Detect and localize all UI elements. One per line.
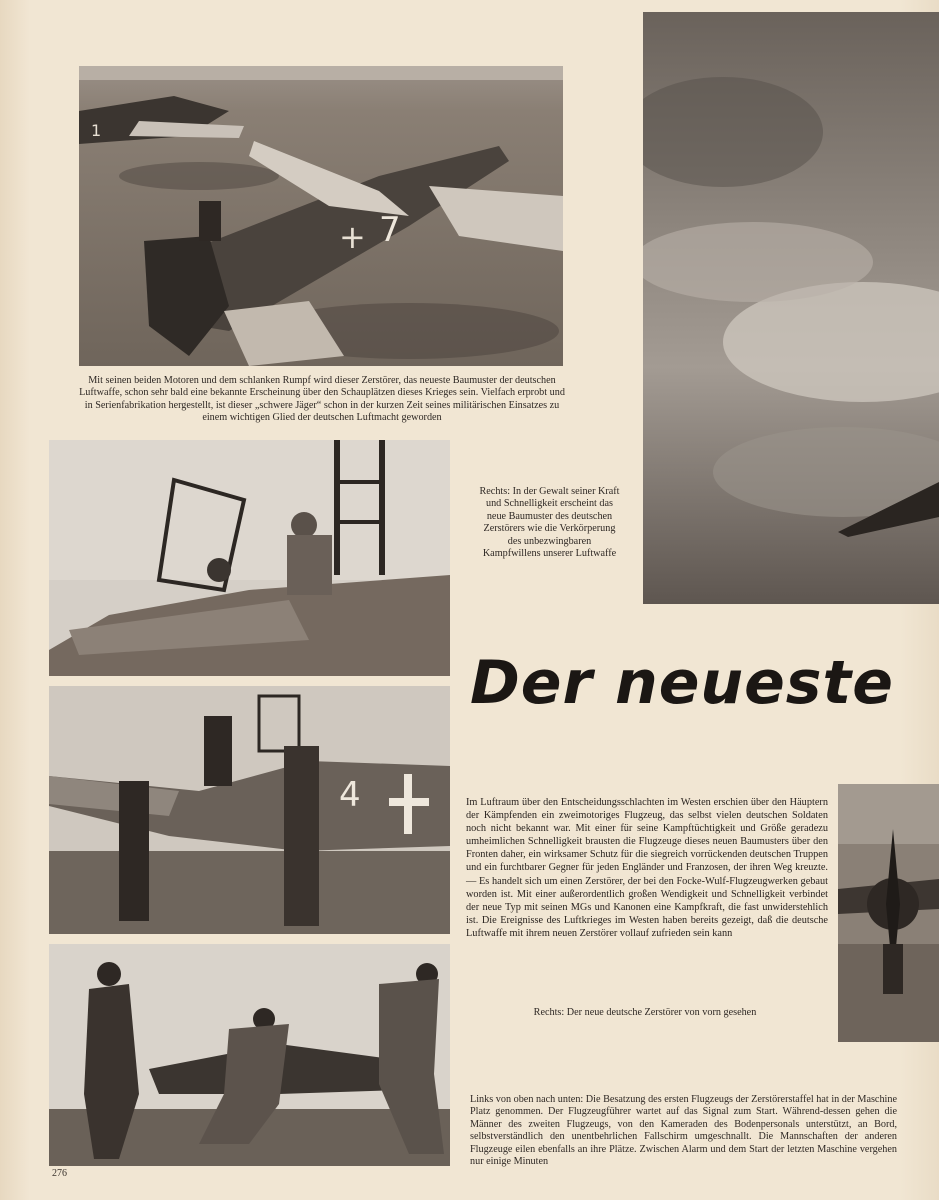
photo-cockpit-crew xyxy=(49,440,450,676)
photo-aircraft-front-view xyxy=(838,784,939,1042)
article-body: Im Luftraum über den Entscheidungsschlachten im Westen erschien über den Häuptern der Kämpfenden ein zweimotoriges Flugzeug, das selbst vielen deutschen Soldaten noch nicht bekannt war. Mit einer für seine Kampftüchtigkeit und Größe geradezu umheimlichen Schnelligkeit brausten die Flugzeuge dieses neuen Baumusters über den Fronten daher, ein wirksamer Schutz für die siegreich vorrückenden deutschen Truppen und ein furchtbarer Gegner für jeden Engländer und Franzosen, der ihren Weg kreuzte. — Es handelt sich um einen Zerstörer, der bei den Focke-Wulf-Flugzeugwerken gebaut worden ist. Mit einer außerordentlich großen Wendigkeit und Schnelligkeit verbindet der neue Typ mit seinen MGs und Kanonen eine Kampfkraft, die fast unwiderstehlich ist. Die Ereignisse des Luftkrieges im Westen haben bereits gezeigt, daß die deutsche Luftwaffe mit ihrem neuen Zerstörer vollauf zufrieden sein kann xyxy=(466,797,828,939)
caption-top: Mit seinen beiden Motoren und dem schlanken Rumpf wird dieser Zerstörer, das neueste Baumuster der deutschen Luftwaffe, schon sehr bald eine bekannte Erscheinung über den Schauplätzen dieses Krieges sein. Vielfach erprobt und in Serienfabrikation hergestellt, ist dieser „schwere Jäger“ schon in der kurzen Zeit seines militärischen Einsatzes zu einem wichtigen Glied der deutschen Luftmacht geworden xyxy=(79,375,565,424)
photo-aircraft-on-field xyxy=(79,66,563,366)
photo-aircraft-in-sky xyxy=(643,12,939,604)
photo-crew-boarding xyxy=(49,686,450,934)
small-plane-number: 1 xyxy=(91,121,102,140)
page-number: 276 xyxy=(52,1168,67,1179)
headline: Der neueste xyxy=(470,648,894,718)
svg-text:+: + xyxy=(339,218,366,256)
caption-left-sequence: Links von oben nach unten: Die Besatzung des ersten Flugzeugs der Zerstörerstaffel hat in der Maschine Platz genommen. Der Flugzeugführer wartet auf das Signal zum Start. Während-dessen gehen die Männer des zweiten Flugzeugs, von den Kameraden des Bodenpersonals unterstützt, an Bord, selbstverständlich den unentbehrlichen Fallschirm umgeschnallt. Die Mannschaften der anderen Flugzeuge eilen ebenfalls an ihre Plätze. Zwischen Alarm und dem Start der letzten Maschine vergehen nur einige Minuten xyxy=(470,1094,897,1168)
main-plane-number: 7 xyxy=(379,210,401,250)
caption-right-front: Rechts: Der neue deutsche Zerstörer von vorn gesehen xyxy=(533,1007,757,1018)
caption-right-sky: Rechts: In der Gewalt seiner Kraft und Schnelligkeit erscheint das neue Baumuster des deutschen Zerstörers wie die Verkörperung des unbezwingbaren Kampfwillens unserer Luftwaffe xyxy=(479,486,620,560)
photo-crews-running xyxy=(49,944,450,1166)
plane-four-number: 4 xyxy=(339,775,361,815)
